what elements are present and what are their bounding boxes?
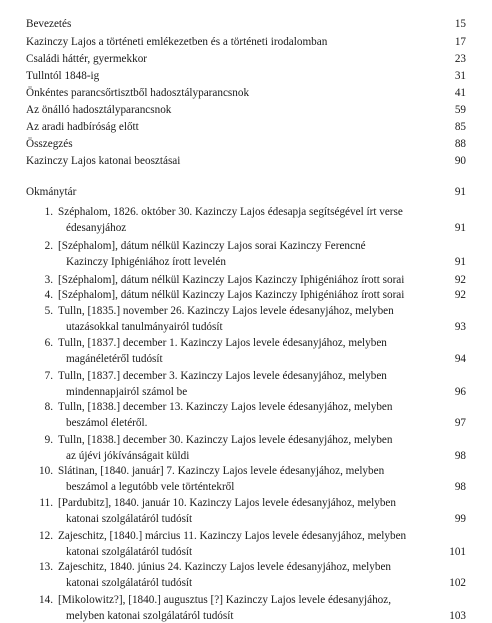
document-number: 11.: [39, 497, 53, 509]
document-title-line2: katonai szolgálatáról tudósít: [66, 546, 193, 558]
toc-entry: [26, 104, 466, 116]
toc-entry-page: 31: [454, 70, 466, 82]
document-page: 101: [449, 546, 466, 558]
document-title-line2: magánéletéről tudósít: [66, 353, 163, 365]
document-page: 97: [454, 417, 466, 429]
toc-entry-title: Családi háttér, gyermekkor: [26, 53, 148, 65]
toc-entry-page: 41: [454, 87, 466, 99]
document-title-line2: utazásokkal tanulmányairól tudósít: [66, 321, 223, 333]
document-number: 8.: [44, 401, 53, 413]
document-page: 91: [454, 256, 466, 268]
toc-entry-title: Összegzés: [26, 138, 73, 150]
toc-entry: [26, 138, 466, 150]
okmanytar-page: 91: [454, 186, 466, 198]
document-title-line1: Tulln, [1838.] december 13. Kazinczy Lajos levele édesanyjához, melyben: [58, 401, 393, 413]
document-page: 92: [454, 289, 466, 301]
document-title-line1: Slátinan, [1840. január] 7. Kazinczy Lajos levele édesanyjához, melyben: [58, 465, 385, 477]
document-page: 98: [454, 481, 466, 493]
toc-entry-title: Tullntól 1848-ig: [26, 70, 100, 82]
document-number: 7.: [44, 370, 53, 382]
document-page: 98: [454, 450, 466, 462]
toc-entry: [26, 36, 466, 48]
document-title-line1: [Pardubitz], 1840. január 10. Kazinczy Lajos levele édesanyjához, melyben: [58, 497, 396, 509]
document-title-line2: Kazinczy Iphigéniához írott levelén: [66, 256, 226, 268]
document-title-line2: mindennapjairól számol be: [66, 386, 188, 398]
toc-entry-page: 59: [454, 104, 466, 116]
toc-entry-page: 88: [454, 138, 466, 150]
toc-entry-title: Bevezetés: [26, 18, 72, 30]
document-title-line2: beszámol a legutóbb vele történtekről: [66, 481, 235, 493]
toc-entry-title: Kazinczy Lajos a történeti emlékezetben és a történeti irodalomban: [26, 36, 328, 48]
document-title-line1: [Mikolowitz?], [1840.] augusztus [?] Kazinczy Lajos levele édesanyjához,: [58, 594, 392, 606]
document-number: 13.: [39, 561, 53, 573]
document-page: 92: [454, 274, 466, 286]
document-number: 5.: [44, 305, 53, 317]
document-title-line1: [Széphalom], dátum nélkül Kazinczy Lajos Kazinczy Iphigéniához írott sorai: [58, 289, 405, 301]
toc-entry-title: Az önálló hadosztályparancsnok: [26, 104, 172, 116]
document-title-line2: melyben katonai szolgálatáról tudósít: [66, 610, 234, 622]
toc-entry: [26, 53, 466, 65]
document-page: 102: [449, 577, 466, 589]
document-number: 10.: [39, 465, 53, 477]
document-page: 93: [454, 321, 466, 333]
document-title-line1: Tulln, [1837.] december 3. Kazinczy Lajos levele édesanyjához, melyben: [58, 370, 387, 382]
document-number: 6.: [44, 337, 53, 349]
document-number: 14.: [39, 594, 53, 606]
toc-entry-page: 15: [454, 18, 466, 30]
toc-entry-title: Kazinczy Lajos katonai beosztásai: [26, 155, 181, 167]
document-title-line1: [Széphalom], dátum nélkül Kazinczy Lajos Kazinczy Iphigéniához írott sorai: [58, 274, 405, 286]
document-page: 103: [449, 610, 466, 622]
toc-entry-title: Önkéntes parancsőrtisztből hadosztályparancsnok: [26, 87, 250, 99]
toc-entry-page: 23: [454, 53, 466, 65]
document-number: 4.: [44, 289, 53, 301]
document-number: 9.: [44, 434, 53, 446]
document-page: 96: [454, 386, 466, 398]
document-title-line1: Zajeschitz, [1840.] március 11. Kazinczy Lajos levele édesanyjához, melyben: [58, 530, 407, 542]
document-number: 1.: [44, 206, 53, 218]
document-title-line1: [Széphalom], dátum nélkül Kazinczy Lajos sorai Kazinczy Ferencné: [58, 240, 366, 252]
toc-entry: [26, 70, 466, 82]
document-title-line1: Széphalom, 1826. október 30. Kazinczy Lajos édesapja segítségével írt verse: [58, 206, 403, 218]
toc-entry: [26, 87, 466, 99]
document-title-line2: beszámol életéről.: [66, 417, 148, 429]
document-number: 2.: [44, 240, 53, 252]
document-page: 99: [454, 513, 466, 525]
toc-entry-title: Az aradi hadbíróság előtt: [26, 121, 139, 133]
document-title-line2: katonai szolgálatáról tudósít: [66, 577, 193, 589]
document-title-line1: Zajeschitz, 1840. június 24. Kazinczy Lajos levele édesanyjához, melyben: [58, 561, 392, 573]
document-title-line1: Tulln, [1837.] december 1. Kazinczy Lajos levele édesanyjához, melyben: [58, 337, 387, 349]
document-number: 12.: [39, 530, 53, 542]
document-page: 91: [454, 222, 466, 234]
document-title-line2: az újévi jókívánságait küldi: [66, 450, 190, 462]
toc-entry: [26, 121, 466, 133]
document-title-line1: Tulln, [1838.] december 30. Kazinczy Lajos levele édesanyjához, melyben: [58, 434, 393, 446]
document-page: 94: [454, 353, 466, 365]
toc-entry-page: 90: [454, 155, 466, 167]
document-number: 3.: [44, 274, 53, 286]
toc-entry-page: 85: [454, 121, 466, 133]
document-title-line1: Tulln, [1835.] november 26. Kazinczy Lajos levele édesanyjához, melyben: [58, 305, 394, 317]
toc-entry: [26, 18, 466, 30]
toc-entry-page: 17: [454, 36, 466, 48]
document-title-line2: édesanyjához: [66, 222, 127, 234]
toc-entry: [26, 155, 466, 167]
okmanytar-heading: [26, 186, 466, 198]
document-title-line2: katonai szolgálatáról tudósít: [66, 513, 193, 525]
okmanytar-title: Okmánytár: [26, 186, 77, 198]
